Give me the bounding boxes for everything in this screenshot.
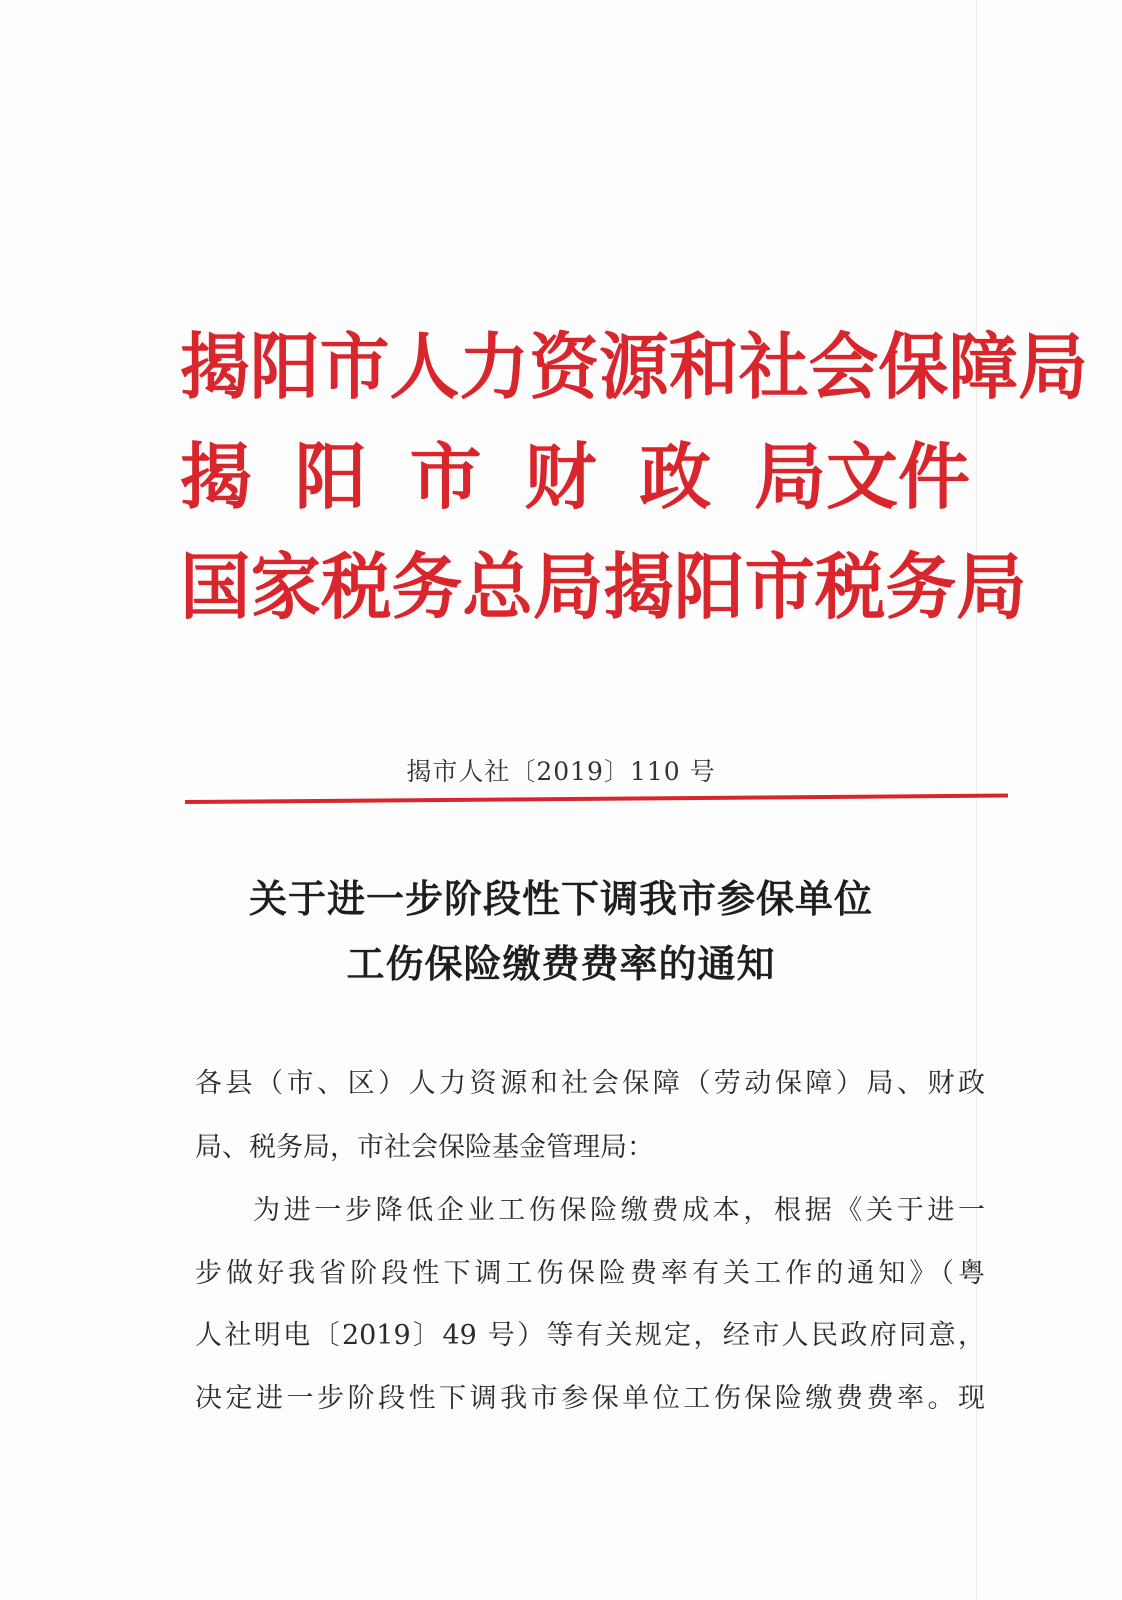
- masthead-char: 市: [409, 435, 482, 519]
- notice-title-line-1: 关于进一步阶段性下调我市参保单位: [248, 877, 873, 921]
- notice-title-line-2: 工伤保险缴费费率的通知: [346, 942, 776, 986]
- red-separator-rule: [185, 794, 1008, 804]
- scan-edge-line: [976, 0, 977, 1600]
- document-number: 揭市人社〔2019〕110 号: [406, 757, 716, 786]
- masthead-char: 局文件: [753, 435, 970, 519]
- masthead-issuer-tax-bureau: 国家税务总局揭阳市税务局: [180, 545, 1027, 629]
- body-line: 步做好我省阶段性下调工伤保险费率有关工作的通知》（粤: [195, 1258, 985, 1289]
- masthead-char: 揭: [180, 435, 253, 519]
- body-line: 决定进一步阶段性下调我市参保单位工伤保险缴费费率。现: [195, 1383, 985, 1414]
- masthead-char: 政: [639, 435, 712, 519]
- body-line: 各县（市、区）人力资源和社会保障（劳动保障）局、财政: [195, 1068, 985, 1099]
- body-line: 为进一步降低企业工伤保险缴费成本，根据《关于进一: [253, 1195, 985, 1226]
- body-line: 局、税务局，市社会保险基金管理局：: [195, 1132, 654, 1163]
- masthead-char: 阳: [294, 435, 367, 519]
- masthead-issuer-finance-bureau: [180, 435, 970, 519]
- body-line: 人社明电〔2019〕49 号）等有关规定，经市人民政府同意，: [195, 1320, 985, 1351]
- masthead-issuer-hr-bureau: 揭阳市人力资源和社会保障局: [180, 325, 1088, 409]
- masthead-char: 财: [524, 435, 597, 519]
